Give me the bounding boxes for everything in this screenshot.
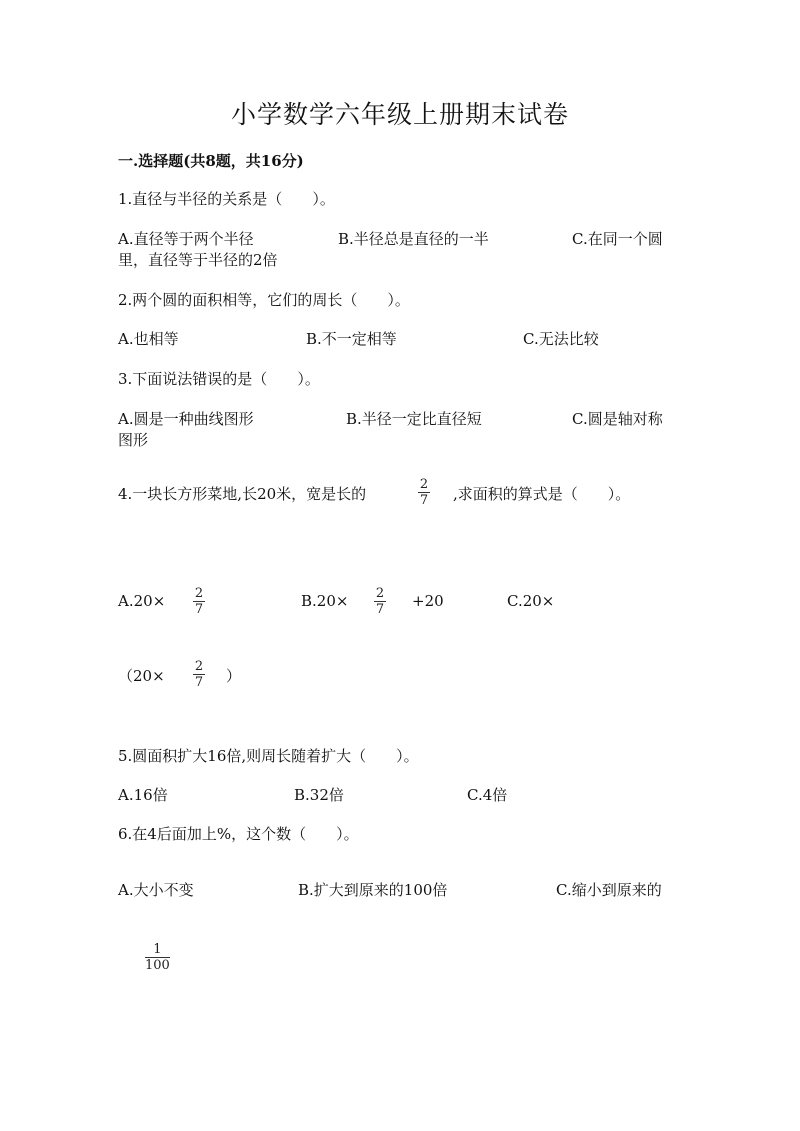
question-5-option-a: A.16倍 [118, 786, 168, 804]
page-title: 小学数学六年级上册期末试卷 [230, 100, 569, 129]
section-heading: 一.选择题(共8题，共16分) [118, 152, 304, 170]
question-4-option-c-close: ） [226, 667, 242, 685]
fraction-denominator: 7 [194, 675, 204, 690]
question-4-option-a-fraction [193, 586, 205, 617]
question-3-option-a: A.圆是一种曲线图形 [118, 410, 254, 428]
question-1-option-b: B.半径总是直径的一半 [338, 230, 489, 248]
question-6-stem: 6.在4后面加上%，这个数（ ）。 [118, 825, 359, 843]
question-6-option-b: B.扩大到原来的100倍 [298, 881, 448, 899]
question-2-stem: 2.两个圆的面积相等，它们的周长（ ）。 [118, 291, 410, 309]
question-5-option-c: C.4倍 [467, 786, 508, 804]
question-1-stem: 1.直径与半径的关系是（ ）。 [118, 190, 335, 208]
question-6-option-c-fraction [145, 942, 170, 973]
question-1-option-c: C.在同一个圆 [572, 230, 663, 248]
question-2-option-a: A.也相等 [118, 330, 179, 348]
question-4-stem-start: 4.一块长方形菜地,长20米，宽是长的 [118, 485, 367, 503]
question-4-stem-fraction [418, 477, 430, 508]
fraction-numerator: 1 [153, 942, 162, 957]
question-3-option-c: C.圆是轴对称 [572, 410, 663, 428]
question-2-option-c: C.无法比较 [523, 330, 599, 348]
question-4-option-c-continued: （20× [118, 667, 165, 685]
question-6-option-a: A.大小不变 [118, 881, 194, 899]
question-4-option-a: A.20× [118, 592, 166, 610]
question-5-stem: 5.圆面积扩大16倍,则周长随着扩大（ ）。 [118, 747, 419, 765]
fraction-denominator: 100 [145, 958, 170, 973]
question-4-option-c-fraction [193, 659, 205, 690]
question-3-stem: 3.下面说法错误的是（ ）。 [118, 370, 320, 388]
fraction-denominator: 7 [194, 602, 204, 617]
question-2-option-b: B.不一定相等 [306, 330, 397, 348]
fraction-numerator: 2 [194, 659, 204, 674]
question-5-option-b: B.32倍 [294, 786, 344, 804]
question-4-option-b-fraction [374, 586, 386, 617]
question-3-option-c-continued: 图形 [118, 431, 149, 449]
question-4-option-b: B.20× [301, 592, 349, 610]
question-4-option-b-tail: +20 [412, 592, 444, 610]
question-4-option-c: C.20× [507, 592, 555, 610]
question-3-option-b: B.半径一定比直径短 [346, 410, 482, 428]
fraction-numerator: 2 [375, 586, 385, 601]
question-4-stem-end: ,求面积的算式是（ ）。 [453, 485, 631, 503]
question-1-option-a: A.直径等于两个半径 [118, 230, 254, 248]
fraction-denominator: 7 [419, 493, 429, 508]
fraction-numerator: 2 [419, 477, 429, 492]
question-1-option-c-continued: 里，直径等于半径的2倍 [118, 251, 278, 269]
question-6-option-c: C.缩小到原来的 [556, 881, 662, 899]
fraction-numerator: 2 [194, 586, 204, 601]
fraction-denominator: 7 [375, 602, 385, 617]
